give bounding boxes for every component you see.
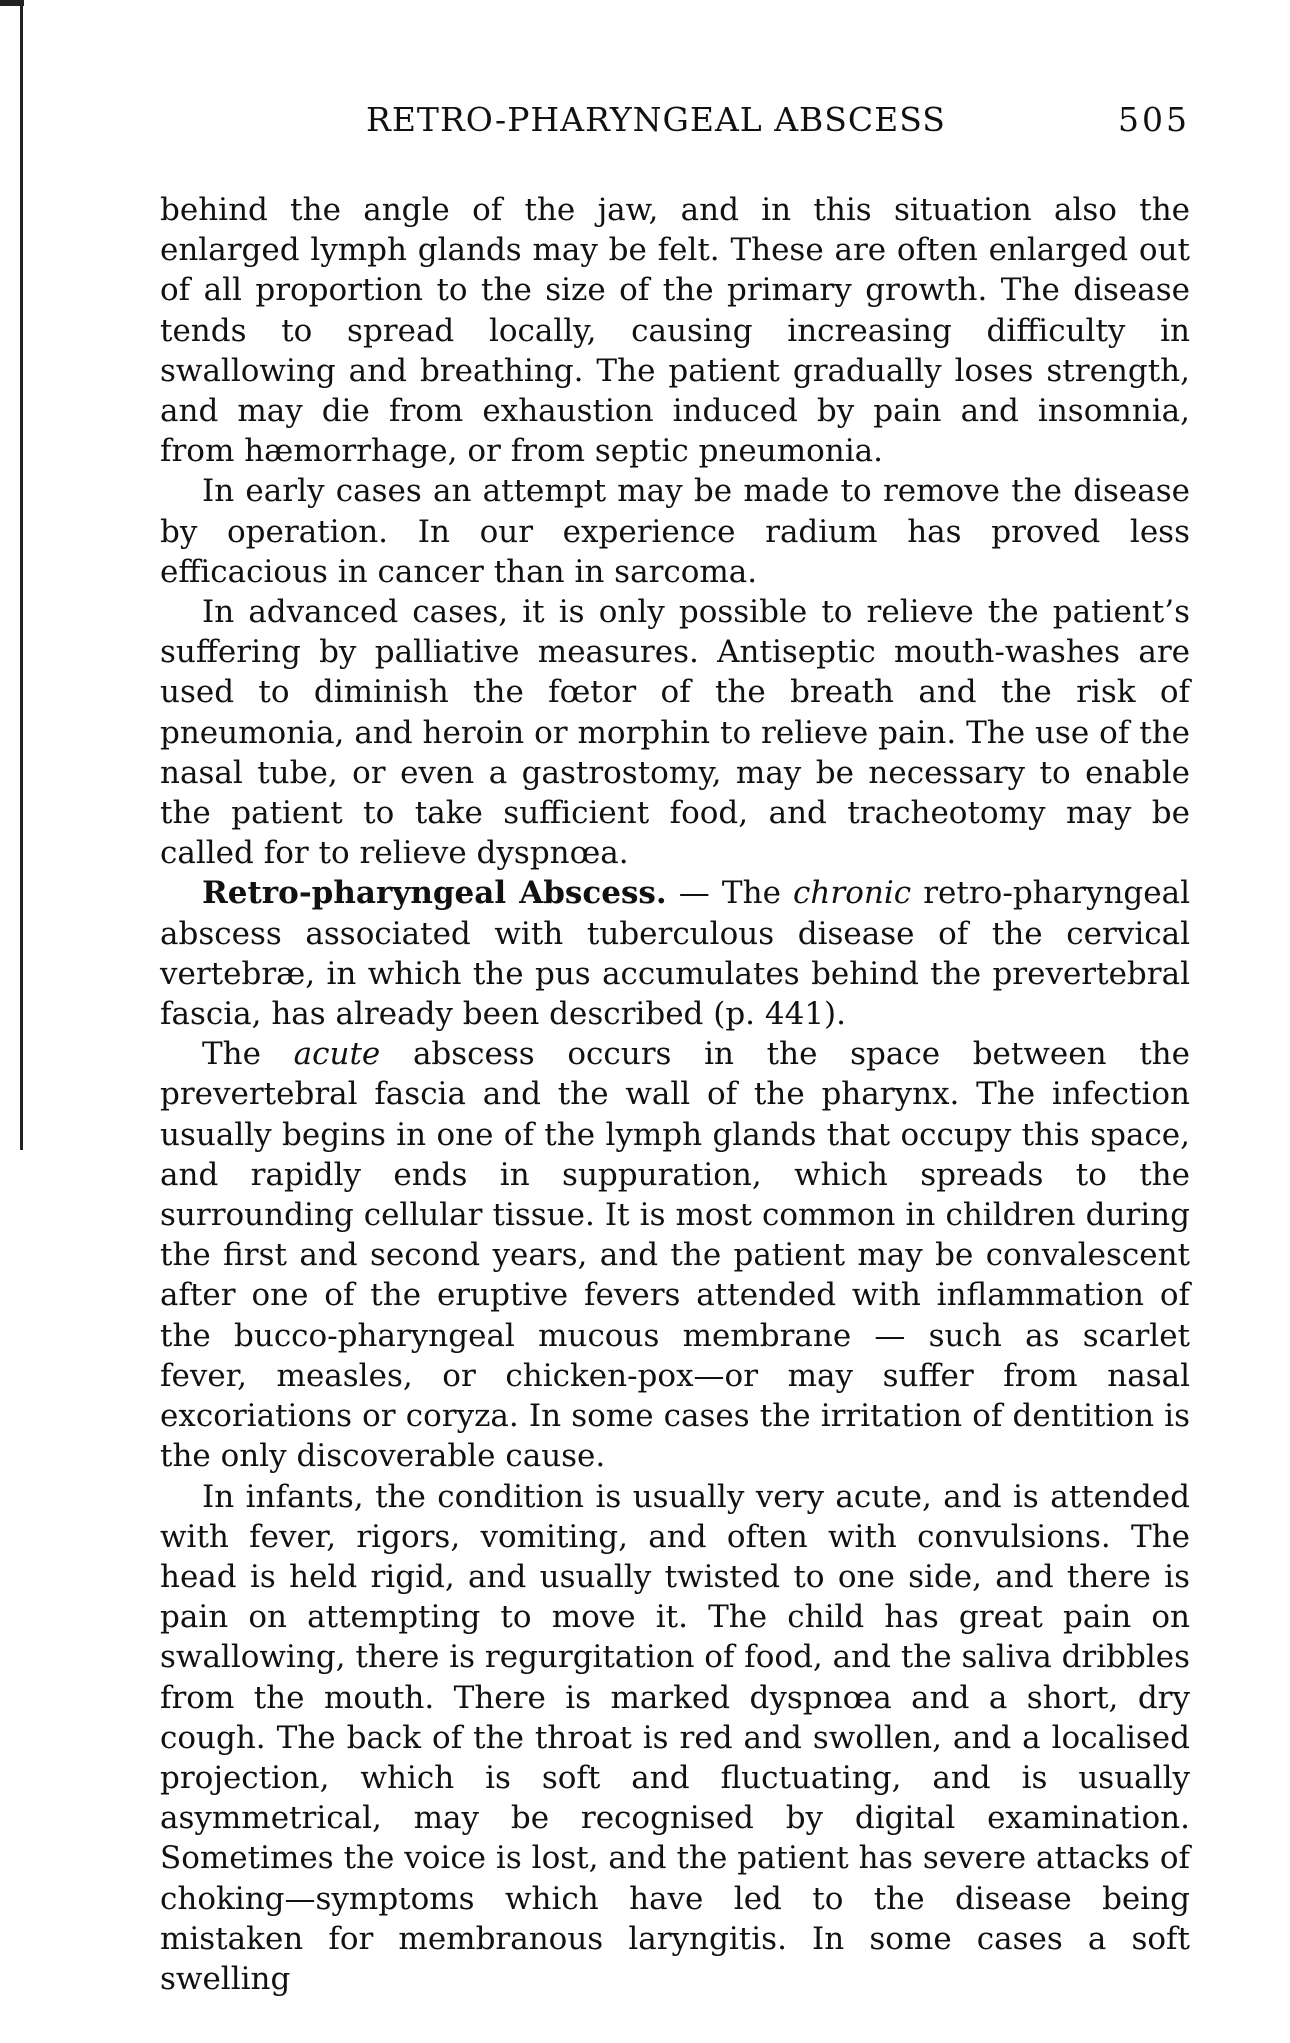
paragraph-6: In infants, the condition is usually very acute, and is attended with fever, rigors, vomiting, and often with convulsions. The head is held rigid, and usually twisted to one side, and there is pain on attempting to move it. The child has great pain on swallowing, there is regurgitation of food, and the saliva dribbles from the mouth. There is marked dyspnœa and a short, dry cough. The back of the throat is red and swollen, and a localised projection, which is soft and fluctuating, and is usually asymmetrical, may be recognised by digital examination. Sometimes the voice is lost, and the patient has severe attacks of choking—symptoms which have led to the disease being mistaken for membranous laryngitis. In some cases a soft swelling (160, 1478, 1190, 1997)
running-title: RETRO-PHARYNGEAL ABSCESS (366, 100, 946, 139)
page-number: 505 (1118, 100, 1190, 139)
emphasis-acute: acute (293, 1036, 381, 1073)
paragraph-1: behind the angle of the jaw, and in this situation also the enlarged lymph glands may be felt. These are often enlarged out of all proportion to the size of the primary growth. The disease tends to spread locally, causing increasing difficulty in swallowing and breathing. The patient gradually loses strength, and may die from exhaustion induced by pain and insomnia, from hæmorrhage, or from septic pneumonia. (160, 192, 1190, 470)
paragraph-3: In advanced cases, it is only possible to relieve the patient’s suffering by palliative measures. Antiseptic mouth-washes are used to diminish the fœtor of the breath and the risk of pneumonia, and heroin or morphin to relieve pain. The use of the nasal tube, or even a gastrostomy, may be necessary to enable the patient to take sufficient food, and tracheotomy may be called for to relieve dyspnœa. (160, 594, 1190, 872)
paragraph-5 (160, 1034, 1190, 1476)
page-header (160, 100, 1190, 150)
binding-edge (0, 0, 30, 2043)
binding-line (20, 0, 23, 1150)
paragraph-2: In early cases an attempt may be made to remove the disease by operation. In our experience radium has proved less efficacious in cancer than in sarcoma. (160, 473, 1190, 590)
paragraph-4-rest: retro-pharyngeal abscess associated with tuberculous disease of the cervical vertebræ, in which the pus accumulates behind the prevertebral fascia, has already been described (p. 441). (160, 875, 1190, 1033)
paragraph-4 (160, 873, 1190, 1034)
section-heading: Retro-pharyngeal Abscess. (202, 875, 667, 912)
paragraph-5-lead: The (202, 1036, 294, 1073)
paragraph-4-lead: — The (666, 875, 794, 912)
paragraph-5-rest: abscess occurs in the space between the prevertebral fascia and the wall of the pharynx. The infection usually begins in one of the lymph glands that occupy this space, and rapidly ends in suppuration, which spreads to the surrounding cellular tissue. It is most common in children during the first and second years, and the patient may be convalescent after one of the eruptive fevers attended with inflammation of the bucco-pharyngeal mucous membrane — such as scarlet fever, measles, or chicken-pox—or may suffer from nasal excoriations or coryza. In some cases the irritation of dentition is the only discoverable cause. (160, 1036, 1190, 1475)
binding-hook (0, 0, 24, 6)
body-text (160, 190, 1190, 1999)
emphasis-chronic: chronic (793, 875, 912, 912)
